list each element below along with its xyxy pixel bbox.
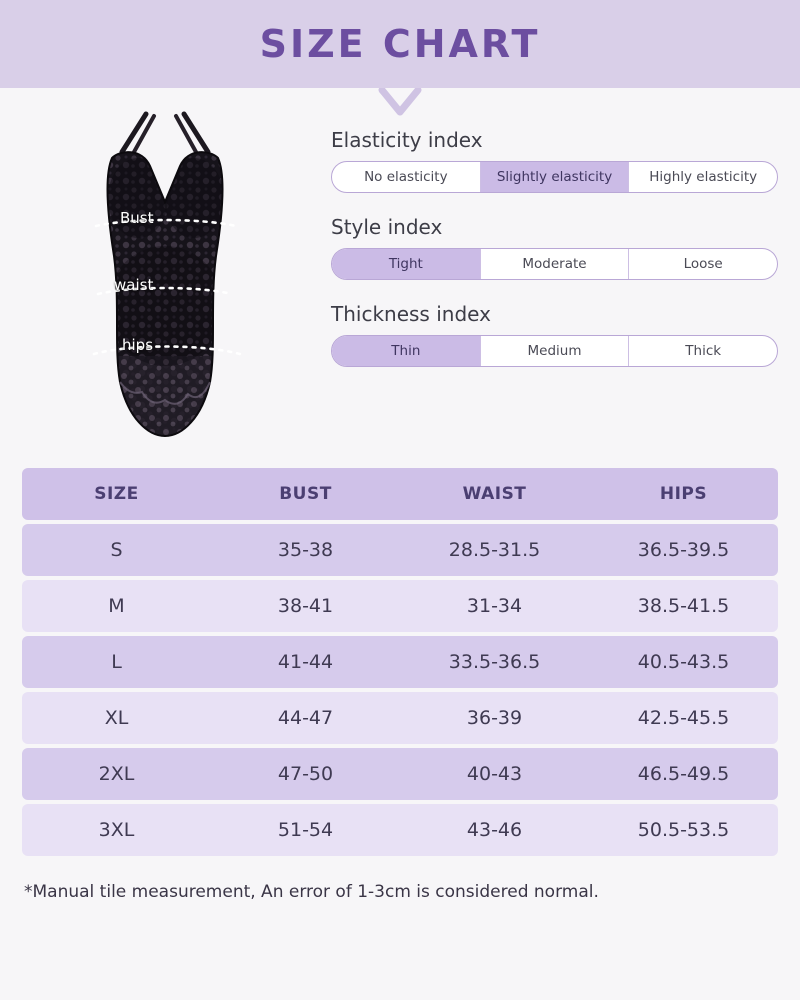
elasticity-option-slightly[interactable]: Slightly elasticity xyxy=(481,162,630,192)
measurement-footnote: *Manual tile measurement, An error of 1-3cm is considered normal. xyxy=(24,882,599,902)
cell-bust: 41-44 xyxy=(211,636,400,688)
cell-hips: 42.5-45.5 xyxy=(589,692,778,744)
thickness-option-medium[interactable]: Medium xyxy=(481,336,630,366)
style-option-moderate[interactable]: Moderate xyxy=(481,249,630,279)
index-column xyxy=(317,106,778,458)
waist-measure-label: waist xyxy=(114,276,154,294)
style-option-loose[interactable]: Loose xyxy=(683,256,723,272)
cell-bust: 44-47 xyxy=(211,692,400,744)
cell-waist: 40-43 xyxy=(400,748,589,800)
thickness-index-block xyxy=(331,302,778,367)
figure-column xyxy=(22,106,317,458)
cell-hips: 36.5-39.5 xyxy=(589,524,778,576)
cell-bust: 38-41 xyxy=(211,580,400,632)
table-row xyxy=(22,804,778,856)
cell-size: XL xyxy=(22,692,211,744)
cell-waist: 31-34 xyxy=(400,580,589,632)
cell-bust: 47-50 xyxy=(211,748,400,800)
thickness-index-title: Thickness index xyxy=(331,302,491,326)
table-row xyxy=(22,636,778,688)
table-row xyxy=(22,748,778,800)
style-index-segments[interactable] xyxy=(331,248,778,280)
cell-hips: 38.5-41.5 xyxy=(589,580,778,632)
cell-hips: 50.5-53.5 xyxy=(589,804,778,856)
style-index-block xyxy=(331,215,778,280)
header-hips: HIPS xyxy=(589,468,778,520)
page-title: SIZE CHART xyxy=(259,22,541,66)
header-bust: BUST xyxy=(211,468,400,520)
size-table xyxy=(22,464,778,860)
elasticity-index-title: Elasticity index xyxy=(331,128,483,152)
cell-bust: 35-38 xyxy=(211,524,400,576)
elasticity-option-highly[interactable]: Highly elasticity xyxy=(649,169,758,185)
elasticity-index-block xyxy=(331,128,778,193)
style-option-tight[interactable]: Tight xyxy=(332,249,481,279)
cell-size: 3XL xyxy=(22,804,211,856)
bust-measure-label: Bust xyxy=(120,209,154,227)
cell-size: M xyxy=(22,580,211,632)
cell-bust: 51-54 xyxy=(211,804,400,856)
elasticity-index-segments[interactable] xyxy=(331,161,778,193)
cell-size: S xyxy=(22,524,211,576)
cell-size: 2XL xyxy=(22,748,211,800)
bodysuit-icon xyxy=(50,106,280,456)
header-size: SIZE xyxy=(22,468,211,520)
upper-section xyxy=(0,88,800,458)
table-header-row xyxy=(22,468,778,520)
cell-waist: 33.5-36.5 xyxy=(400,636,589,688)
header-waist: WAIST xyxy=(400,468,589,520)
cell-hips: 46.5-49.5 xyxy=(589,748,778,800)
cell-waist: 28.5-31.5 xyxy=(400,524,589,576)
thickness-index-segments[interactable] xyxy=(331,335,778,367)
page-header xyxy=(0,0,800,88)
elasticity-option-no[interactable]: No elasticity xyxy=(332,162,481,192)
thickness-option-thin[interactable]: Thin xyxy=(332,336,481,366)
cell-size: L xyxy=(22,636,211,688)
table-row xyxy=(22,580,778,632)
thickness-option-thick[interactable]: Thick xyxy=(685,343,722,359)
table-row xyxy=(22,692,778,744)
cell-waist: 36-39 xyxy=(400,692,589,744)
style-index-title: Style index xyxy=(331,215,443,239)
table-row xyxy=(22,524,778,576)
cell-hips: 40.5-43.5 xyxy=(589,636,778,688)
cell-waist: 43-46 xyxy=(400,804,589,856)
garment-illustration xyxy=(50,106,280,456)
hips-measure-label: hips xyxy=(122,336,154,354)
size-table-wrapper xyxy=(0,464,800,860)
